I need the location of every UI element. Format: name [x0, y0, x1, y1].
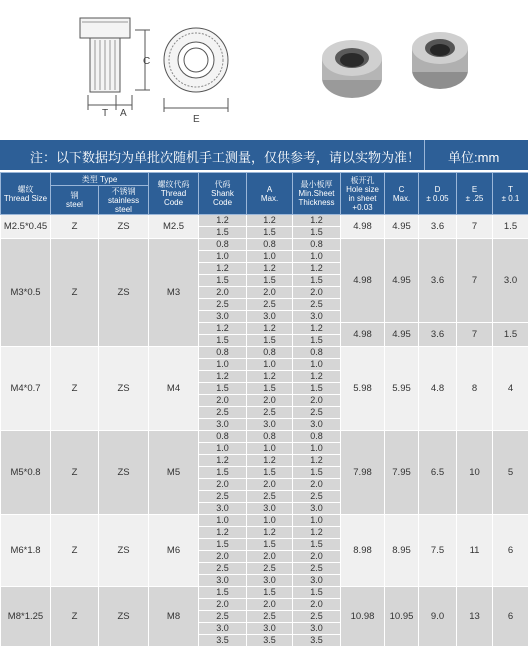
cell-dimension: 0.8	[199, 239, 247, 251]
cell-hole: 5.98	[341, 347, 385, 431]
cell-dimension: 2.5	[247, 611, 293, 623]
cell-dimension: 2.0	[247, 551, 293, 563]
cell-dimension: 1.0	[199, 359, 247, 371]
cell-dimension: 0.8	[247, 431, 293, 443]
cell-dimension: 1.0	[247, 515, 293, 527]
header-hole-size	[341, 173, 385, 215]
cell-zs: ZS	[99, 587, 149, 647]
cell-e: 7	[457, 215, 493, 239]
header-text-line: Min.Sheet	[298, 189, 335, 198]
header-thread-size	[1, 173, 51, 215]
cell-dimension: 3.5	[247, 635, 293, 647]
cell-dimension: 2.5	[199, 299, 247, 311]
cell-dimension: 1.5	[247, 383, 293, 395]
header-steel	[51, 186, 99, 215]
header-text-line: Shank	[211, 189, 234, 198]
notice-text: 注：以下数据均为单批次随机手工测量，仅供参考，请以实物为准！	[30, 150, 421, 165]
cell-t: 6	[493, 515, 528, 587]
cell-dimension: 1.0	[247, 359, 293, 371]
table-row	[1, 347, 528, 359]
cell-dimension: 2.5	[247, 407, 293, 419]
cell-hole: 4.98	[341, 239, 385, 323]
cell-dimension: 0.8	[247, 347, 293, 359]
header-text-line: ± .25	[465, 193, 484, 203]
cell-dimension: 3.0	[293, 419, 341, 431]
header-text-line: Max.	[260, 193, 279, 203]
dim-a-label: A	[120, 108, 127, 119]
header-text-line: stainless	[107, 195, 140, 205]
cell-e: 13	[457, 587, 493, 647]
cell-dimension: 3.0	[247, 503, 293, 515]
cell-dimension: 0.8	[293, 239, 341, 251]
cell-t: 5	[493, 431, 528, 515]
cell-dimension: 3.0	[199, 419, 247, 431]
cell-dimension: 1.2	[199, 455, 247, 467]
cell-dimension: 1.5	[247, 539, 293, 551]
cell-code: M8	[149, 587, 199, 647]
cell-d: 9.0	[419, 587, 457, 647]
cell-dimension: 1.2	[247, 455, 293, 467]
cell-c: 4.95	[385, 215, 419, 239]
cell-code: M4	[149, 347, 199, 431]
cell-dimension: 2.5	[199, 611, 247, 623]
cell-dimension: 0.8	[247, 239, 293, 251]
cell-e: 7	[457, 323, 493, 347]
cell-dimension: 1.2	[293, 215, 341, 227]
product-photo	[322, 32, 468, 98]
cell-dimension: 1.2	[247, 371, 293, 383]
cell-c: 5.95	[385, 347, 419, 431]
cell-dimension: 2.5	[247, 299, 293, 311]
cell-dimension: 2.0	[293, 479, 341, 491]
cell-thread: M2.5*0.45	[1, 215, 51, 239]
cell-c: 4.95	[385, 323, 419, 347]
cell-t: 3.0	[493, 239, 528, 323]
cell-z: Z	[51, 587, 99, 647]
cell-dimension: 1.0	[247, 443, 293, 455]
cell-hole: 8.98	[341, 515, 385, 587]
cell-dimension: 1.5	[199, 335, 247, 347]
cell-hole: 4.98	[341, 215, 385, 239]
cell-e: 7	[457, 239, 493, 323]
header-text-line: 螺纹代码	[157, 180, 190, 189]
cell-dimension: 1.5	[293, 587, 341, 599]
cell-zs: ZS	[99, 347, 149, 431]
cell-dimension: 2.0	[293, 599, 341, 611]
notice-bar	[0, 140, 528, 170]
cell-thread: M5*0.8	[1, 431, 51, 515]
header-stainless	[99, 186, 149, 215]
technical-drawing	[0, 0, 528, 140]
cell-dimension: 2.0	[293, 551, 341, 563]
header-text-line: E	[471, 184, 478, 194]
cell-dimension: 1.2	[199, 371, 247, 383]
header-text-line: ± 0.1	[501, 193, 520, 203]
header-e	[457, 173, 493, 215]
cell-code: M6	[149, 515, 199, 587]
header-min-sheet	[293, 173, 341, 215]
cell-dimension: 1.5	[199, 383, 247, 395]
header-c-max	[385, 173, 419, 215]
cell-dimension: 1.5	[293, 275, 341, 287]
cell-dimension: 1.2	[199, 527, 247, 539]
header-text-line: 板开孔	[350, 175, 375, 185]
cell-d: 3.6	[419, 215, 457, 239]
cell-hole: 4.98	[341, 323, 385, 347]
cell-t: 4	[493, 347, 528, 431]
cell-dimension: 2.5	[293, 491, 341, 503]
cell-dimension: 1.5	[247, 227, 293, 239]
dim-t-label: T	[102, 108, 109, 119]
cell-e: 10	[457, 431, 493, 515]
header-type: 类型 Type	[51, 173, 149, 186]
header-text-line: Thickness	[298, 198, 335, 207]
header-text-line: +0.03	[352, 202, 373, 212]
product-drawing-area	[0, 0, 528, 140]
cell-dimension: 1.2	[247, 263, 293, 275]
header-text-line: steel	[66, 200, 83, 209]
header-a-max	[247, 173, 293, 215]
cell-dimension: 1.5	[199, 539, 247, 551]
cell-dimension: 3.0	[293, 623, 341, 635]
cell-dimension: 1.5	[199, 227, 247, 239]
cell-dimension: 3.0	[247, 623, 293, 635]
table-row	[1, 431, 528, 443]
spec-table	[0, 172, 528, 647]
header-text-line: 钢	[70, 191, 79, 200]
table-row	[1, 215, 528, 227]
cell-dimension: 1.5	[199, 587, 247, 599]
header-text-line: 螺纹	[17, 184, 34, 194]
cell-dimension: 1.0	[199, 251, 247, 263]
cell-thread: M6*1.8	[1, 515, 51, 587]
cell-dimension: 3.5	[293, 635, 341, 647]
cell-d: 3.6	[419, 239, 457, 323]
cell-dimension: 2.5	[293, 299, 341, 311]
cell-dimension: 3.0	[247, 575, 293, 587]
cell-dimension: 1.2	[293, 263, 341, 275]
cell-dimension: 0.8	[293, 431, 341, 443]
cell-t: 1.5	[493, 215, 528, 239]
header-text-line: 不锈钢	[111, 186, 136, 196]
cell-dimension: 0.8	[293, 347, 341, 359]
cell-dimension: 3.0	[247, 311, 293, 323]
header-text-line: Thread	[160, 189, 187, 198]
cell-dimension: 1.2	[247, 527, 293, 539]
cell-hole: 10.98	[341, 587, 385, 647]
cell-c: 10.95	[385, 587, 419, 647]
cell-dimension: 2.0	[293, 395, 341, 407]
cell-d: 4.8	[419, 347, 457, 431]
cell-dimension: 2.0	[247, 479, 293, 491]
cell-dimension: 2.0	[247, 599, 293, 611]
header-text-line: Thread Size	[3, 193, 48, 203]
cell-dimension: 1.0	[293, 251, 341, 263]
cell-code: M3	[149, 239, 199, 347]
cell-zs: ZS	[99, 515, 149, 587]
cell-c: 8.95	[385, 515, 419, 587]
cell-dimension: 0.8	[199, 347, 247, 359]
cell-hole: 7.98	[341, 431, 385, 515]
header-text-line: Code	[163, 198, 184, 207]
cell-dimension: 2.0	[199, 287, 247, 299]
cell-dimension: 2.5	[199, 491, 247, 503]
header-thread-code	[149, 173, 199, 215]
header-text-line: 最小板厚	[300, 180, 333, 189]
cell-z: Z	[51, 239, 99, 347]
cell-dimension: 1.0	[293, 443, 341, 455]
cell-z: Z	[51, 431, 99, 515]
table-row	[1, 587, 528, 599]
cell-dimension: 1.5	[247, 335, 293, 347]
cell-dimension: 1.0	[293, 359, 341, 371]
cell-dimension: 3.0	[247, 419, 293, 431]
cell-e: 8	[457, 347, 493, 431]
header-text-line: steel	[115, 204, 132, 214]
cell-dimension: 3.0	[293, 575, 341, 587]
cell-dimension: 2.0	[199, 551, 247, 563]
unit-label: 单位:mm	[448, 150, 500, 165]
side-view-drawing	[80, 18, 150, 110]
cell-dimension: 2.0	[293, 287, 341, 299]
cell-dimension: 1.2	[199, 215, 247, 227]
cell-thread: M3*0.5	[1, 239, 51, 347]
cell-dimension: 3.0	[199, 575, 247, 587]
cell-dimension: 2.0	[199, 599, 247, 611]
dim-e-label: E	[193, 114, 200, 125]
cell-dimension: 2.5	[293, 611, 341, 623]
header-text-line: in sheet	[348, 193, 377, 203]
cell-dimension: 2.0	[199, 395, 247, 407]
cell-z: Z	[51, 515, 99, 587]
cell-dimension: 2.5	[199, 407, 247, 419]
cell-dimension: 1.2	[293, 527, 341, 539]
cell-t: 1.5	[493, 323, 528, 347]
header-text-line: Max.	[392, 193, 411, 203]
cell-dimension: 1.5	[293, 467, 341, 479]
cell-zs: ZS	[99, 239, 149, 347]
cell-dimension: 1.5	[199, 467, 247, 479]
cell-d: 3.6	[419, 323, 457, 347]
header-d	[419, 173, 457, 215]
header-text-line: A	[266, 184, 273, 194]
cell-dimension: 1.5	[293, 539, 341, 551]
cell-dimension: 2.0	[247, 395, 293, 407]
cell-dimension: 2.0	[199, 479, 247, 491]
header-text-line: T	[508, 184, 513, 194]
cell-thread: M4*0.7	[1, 347, 51, 431]
cell-dimension: 2.5	[247, 491, 293, 503]
cell-dimension: 1.0	[199, 443, 247, 455]
cell-dimension: 2.5	[293, 563, 341, 575]
cell-dimension: 1.5	[199, 275, 247, 287]
cell-dimension: 3.0	[199, 623, 247, 635]
cell-dimension: 1.2	[199, 323, 247, 335]
cell-dimension: 1.2	[247, 323, 293, 335]
cell-dimension: 3.0	[199, 503, 247, 515]
notice-divider	[424, 140, 425, 170]
header-text-line: Hole size	[346, 184, 379, 194]
cell-dimension: 0.8	[199, 431, 247, 443]
cell-code: M2.5	[149, 215, 199, 239]
cell-dimension: 1.2	[247, 215, 293, 227]
cell-c: 7.95	[385, 431, 419, 515]
cell-zs: ZS	[99, 431, 149, 515]
cell-e: 11	[457, 515, 493, 587]
cell-dimension: 3.0	[199, 311, 247, 323]
cell-dimension: 1.5	[293, 383, 341, 395]
cell-dimension: 2.5	[293, 407, 341, 419]
cell-z: Z	[51, 347, 99, 431]
cell-d: 7.5	[419, 515, 457, 587]
cell-dimension: 1.5	[293, 227, 341, 239]
cell-dimension: 1.2	[293, 455, 341, 467]
cell-dimension: 3.0	[293, 503, 341, 515]
cell-dimension: 3.0	[293, 311, 341, 323]
cell-dimension: 2.5	[199, 563, 247, 575]
header-t	[493, 173, 528, 215]
top-view-drawing	[164, 28, 228, 112]
dim-c-label: C	[143, 56, 151, 67]
cell-dimension: 3.5	[199, 635, 247, 647]
cell-dimension: 2.0	[247, 287, 293, 299]
cell-zs: ZS	[99, 215, 149, 239]
cell-dimension: 1.2	[293, 371, 341, 383]
header-shank-code	[199, 173, 247, 215]
cell-dimension: 1.5	[247, 275, 293, 287]
cell-dimension: 1.5	[247, 467, 293, 479]
cell-dimension: 1.5	[247, 587, 293, 599]
cell-dimension: 1.0	[199, 515, 247, 527]
table-row	[1, 239, 528, 251]
cell-dimension: 1.5	[293, 335, 341, 347]
cell-dimension: 1.0	[293, 515, 341, 527]
cell-code: M5	[149, 431, 199, 515]
cell-z: Z	[51, 215, 99, 239]
cell-dimension: 2.5	[247, 563, 293, 575]
cell-dimension: 1.2	[293, 323, 341, 335]
cell-t: 6	[493, 587, 528, 647]
cell-dimension: 1.0	[247, 251, 293, 263]
table-row	[1, 515, 528, 527]
header-text-line: ± 0.05	[426, 193, 449, 203]
header-text-line: D	[434, 184, 441, 194]
cell-dimension: 1.2	[199, 263, 247, 275]
header-text-line: Code	[212, 198, 233, 207]
cell-c: 4.95	[385, 239, 419, 323]
header-text-line: 代码	[214, 180, 231, 189]
header-text-line: C	[398, 184, 405, 194]
footer-strip	[0, 663, 528, 668]
cell-thread: M8*1.25	[1, 587, 51, 647]
header-row	[1, 173, 528, 186]
cell-d: 6.5	[419, 431, 457, 515]
